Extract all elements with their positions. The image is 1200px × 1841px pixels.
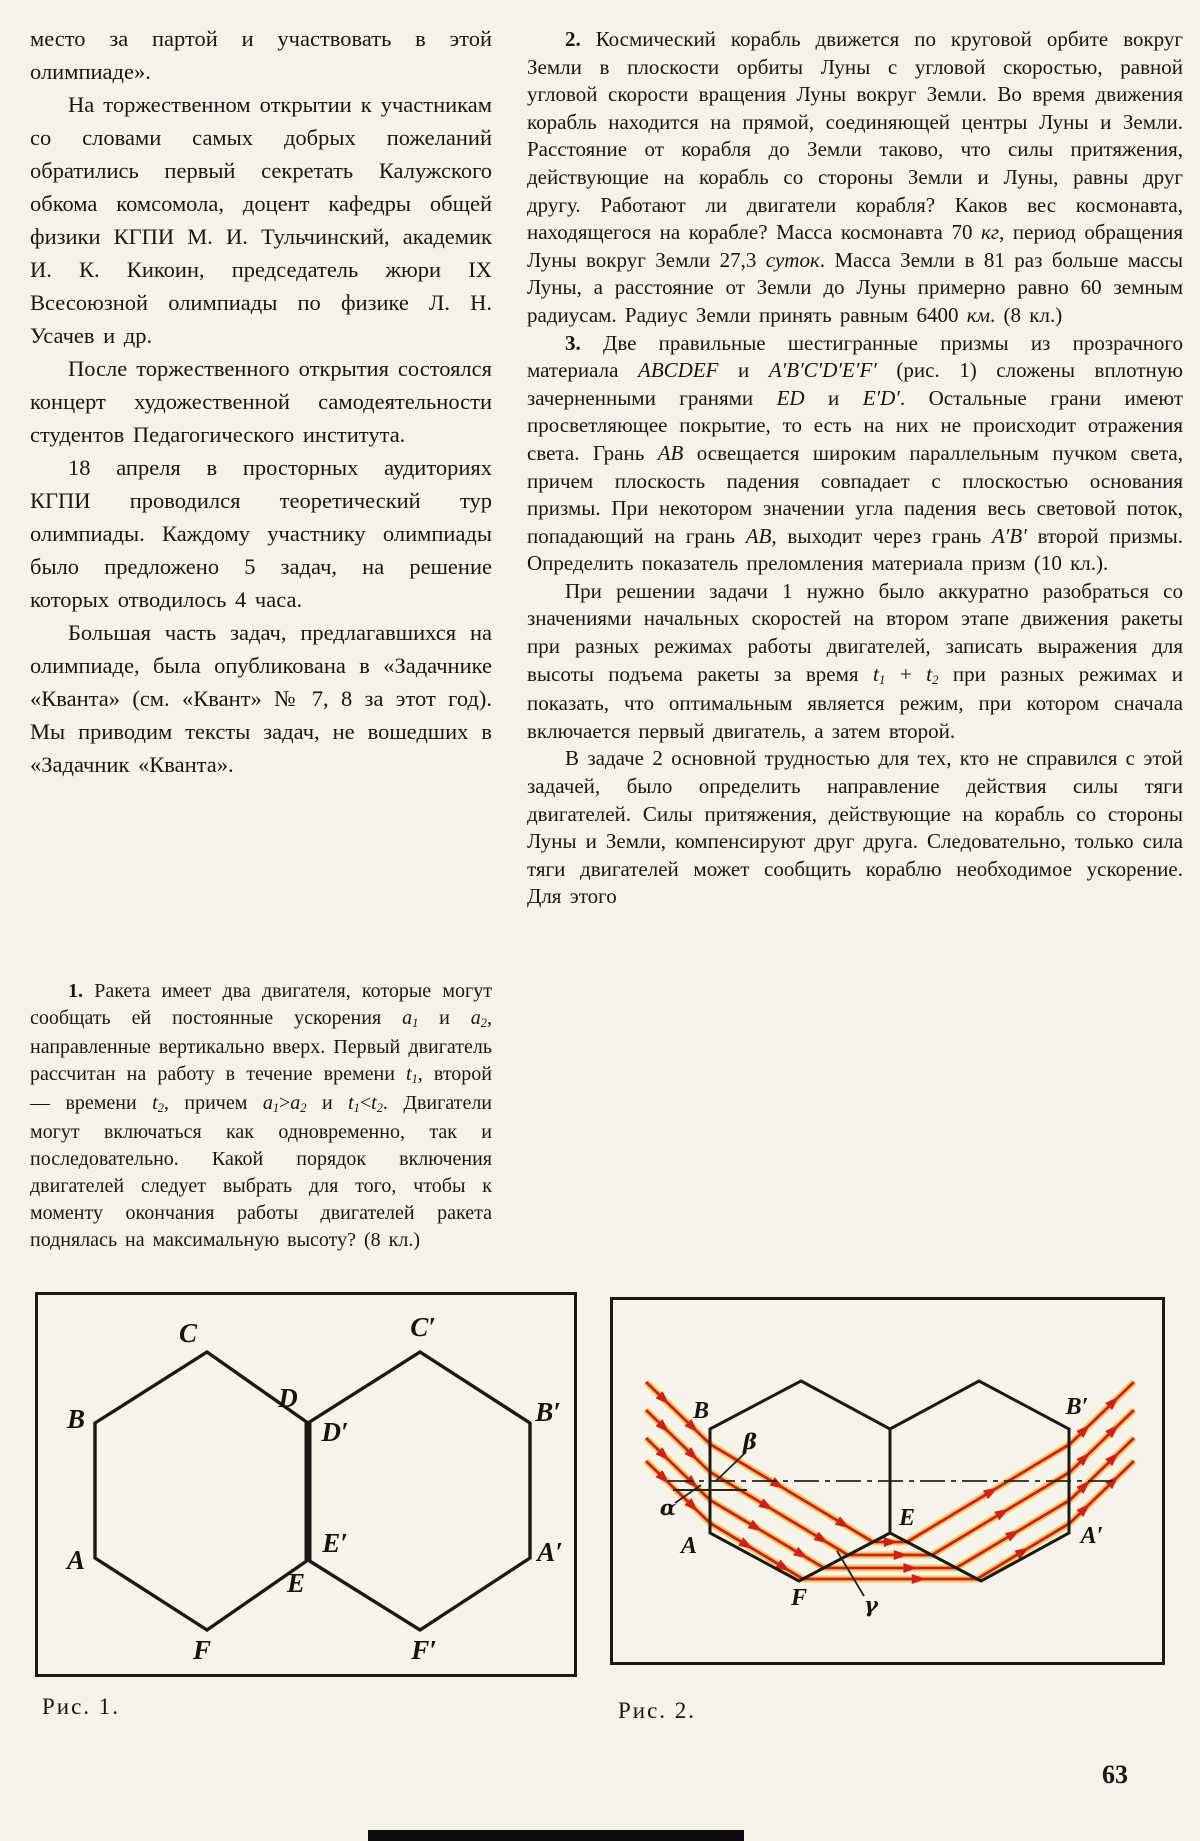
text-run: 1 <box>272 1101 280 1116</box>
text-run: t <box>926 661 932 686</box>
fig1-label-C: C <box>178 1318 198 1348</box>
text-run: и <box>718 358 769 383</box>
fig2-label-gamma: γ <box>864 1592 878 1617</box>
figure-1-hexagonal-prisms-diagram <box>38 1295 574 1674</box>
text-run: , второй — времени <box>30 1063 492 1114</box>
fig2-label-A: A <box>680 1533 698 1559</box>
fig1-label-E-prime: E′ <box>322 1528 348 1558</box>
text-run: , направленные вертикально вверх. Первый двигатель рассчитан на работу в течение времени <box>30 1007 492 1085</box>
text-run: . Масса Земли в 81 раз больше массы Луны, а расстояние от Земли до Луны примерно равно 60 земным радиусам. Радиус Земли принять равным 6400 <box>527 247 1183 327</box>
text-run: t <box>152 1092 158 1114</box>
paragraph <box>30 352 492 451</box>
text-run: AB <box>745 523 772 548</box>
text-run: и <box>306 1092 349 1114</box>
fig1-right-hexagon <box>308 1352 530 1630</box>
fig1-label-D: D <box>278 1383 298 1413</box>
figure-2-box <box>610 1297 1165 1665</box>
fig1-label-D-prime: D′ <box>321 1417 349 1447</box>
text-run: место за партой и участвовать в этой олимпиаде». <box>30 26 492 84</box>
text-run: при разных режимах и показать, что оптимальным является режим, при котором сначала включается первый двигатель, а затем второй. <box>527 661 1183 743</box>
text-run: 2. <box>565 27 596 51</box>
text-run: 2 <box>157 1101 164 1116</box>
text-run: второй призмы. Определить показатель преломления материала призм (10 кл.). <box>527 523 1183 576</box>
text-run: 2 <box>376 1101 383 1116</box>
text-run: и <box>804 385 863 410</box>
paragraph <box>30 451 492 616</box>
text-run: После торжественного открытия состоялся концерт художественной самодеятельности студентов Педагогического института. <box>30 356 492 447</box>
fig2-label-A-prime: A′ <box>1080 1523 1104 1549</box>
text-run: 2 <box>300 1101 307 1116</box>
text-run: ED <box>776 385 805 410</box>
text-run: , выходит через грань <box>771 523 992 548</box>
text-run: При решении задачи 1 нужно было аккуратно разобраться со значениями начальных скоростей на втором этапе движения ракеты при разных режимах работы двигателей, записать выражения для высоты подъема ракеты за время <box>527 578 1183 686</box>
text-run: < <box>359 1092 372 1114</box>
text-run: На торжественном открытии к участникам со словами самых добрых пожеланий обратились первый секретать Калужского обкома комсомола, доцент кафедры общей физики КГПИ М. И. Тульчинский, академик И. К. Кикоин, председатель жюри IX Всесоюзной олимпиады по физике Л. Н. Усачев и др. <box>30 92 492 348</box>
text-run: , период обращения Луны вокруг Земли 27,3 <box>527 220 1183 272</box>
paragraph <box>30 88 492 352</box>
fig2-label-F: F <box>790 1585 808 1611</box>
paragraph <box>527 745 1183 911</box>
paragraph <box>527 26 1183 330</box>
text-run: 1. <box>68 980 95 1002</box>
fig2-label-B-prime: B′ <box>1065 1394 1089 1420</box>
text-run: и <box>418 1007 471 1029</box>
fig2-label-beta: β <box>743 1429 757 1454</box>
fig2-label-B: B <box>692 1398 710 1424</box>
figure-2-caption: Рис. 2. <box>618 1698 697 1723</box>
text-run: A′B′ <box>991 523 1027 548</box>
text-run: . (8 кл.) <box>990 302 1063 327</box>
fig1-label-A: A <box>66 1545 86 1575</box>
text-run: AB <box>657 440 684 465</box>
text-run: Большая часть задач, предлагавшихся на олимпиаде, была опубликована в «Задачнике «Кванта» (см. «Квант» № 7, 8 за этот год). Мы приводим тексты задач, не вошедших в «Задачник «Кванта». <box>30 620 492 777</box>
text-run: 1 <box>878 672 886 688</box>
text-run: 2 <box>931 672 939 688</box>
text-run: a <box>402 1007 413 1029</box>
scan-artifact-bar <box>368 1830 744 1841</box>
text-run: t <box>873 661 879 686</box>
fig1-label-B-prime: B′ <box>535 1397 561 1427</box>
fig1-label-C-prime: C′ <box>410 1312 436 1342</box>
paragraph <box>30 22 492 88</box>
text-run: . Двигатели могут включаться как одновременно, так и последовательно. Какой порядок включения двигателей следует выбрать для того, чтобы к моменту окончания работы двигателей ракета поднялась на максимальную высоту? (8 кл.) <box>30 1092 493 1251</box>
text-run: 3. <box>565 330 603 355</box>
text-run: E′D′ <box>862 385 900 410</box>
text-run: . Остальные грани имеют просветляющее покрытие, то есть на них не происходит отражения света. Грань <box>527 385 1183 465</box>
page-number: 63 <box>1102 1760 1128 1789</box>
text-run: > <box>279 1092 291 1114</box>
fig1-label-F-prime: F′ <box>411 1635 437 1665</box>
paragraph <box>30 616 492 781</box>
paragraph <box>30 978 492 1254</box>
text-run: a <box>470 1007 481 1029</box>
fig2-label-E: E <box>898 1505 916 1531</box>
text-run: A′B′C′D′E′F′ <box>768 358 877 383</box>
text-run: ABCDEF <box>638 358 719 383</box>
fig1-label-A-prime: A′ <box>537 1537 563 1567</box>
figure-1-box <box>35 1292 577 1677</box>
left-column-intro-text <box>30 22 492 781</box>
text-run: + <box>885 661 927 686</box>
text-run: 1 <box>412 1016 419 1031</box>
fig1-label-B: B <box>66 1404 86 1434</box>
fig2-label-alpha: α <box>659 1495 677 1520</box>
text-run: t <box>348 1092 354 1114</box>
text-run: Ракета имеет два двигателя, которые могут сообщать ей постоянные ускорения <box>30 980 493 1029</box>
figure-1-caption: Рис. 1. <box>42 1694 121 1719</box>
text-run: суток <box>765 247 820 272</box>
text-run: 1 <box>353 1101 360 1116</box>
text-run: t <box>406 1063 412 1085</box>
right-column-text <box>527 26 1183 911</box>
fig1-left-hexagon <box>95 1352 308 1630</box>
text-run: t <box>371 1092 377 1114</box>
text-run: кг <box>981 220 1000 245</box>
text-run: 2 <box>480 1016 487 1031</box>
text-run: Космический корабль движется по круговой орбите вокруг Земли в плоскости орбиты Луны с угловой скоростью, равной угловой скорости вращения Луны вокруг Земли. Во время движения корабль находится на прямой, соединяющей центры Луны и Земли. Расстояние от корабля до Земли таково, что силы притяжения, действующие на корабль со стороны Земли и Луны, равны друг другу. Работают ли двигатели корабля? Каков вес космонавта, находящегося на корабле? Масса космонавта 70 <box>527 27 1184 245</box>
text-run: освещается широким параллельным пучком света, причем плоскость падения совпадает с плоскостью основания призмы. При некотором значении угла падения весь световой поток, попадающий на грань <box>527 440 1183 548</box>
text-run: км <box>966 302 991 327</box>
paragraph <box>527 578 1183 746</box>
fig1-label-E: E <box>286 1568 306 1598</box>
figure-2-light-rays-diagram <box>613 1300 1162 1662</box>
text-run: В задаче 2 основной трудностью для тех, кто не справился с этой задачей, было определить направление действия силы тяги двигателей. Силы притяжения, действующие на корабль со стороны Луны и Земли, компенсируют друг друга. Следовательно, только сила тяги двигателей может сообщить кораблю необходимое ускорение. Для этого <box>527 746 1183 909</box>
text-run: a <box>290 1092 301 1114</box>
text-run: 18 апреля в просторных аудиториях КГПИ проводился теоретический тур олимпиады. Каждому участнику олимпиады было предложено 5 задач, на решение которых отводилось 4 часа. <box>30 455 492 612</box>
text-run: Две правильные шестигранные призмы из прозрачного материала <box>527 330 1184 383</box>
left-column-problem-1 <box>30 978 492 1254</box>
text-run: , причем <box>163 1092 263 1114</box>
paragraph <box>527 330 1183 578</box>
text-run: a <box>262 1092 273 1114</box>
text-run: (рис. 1) сложены вплотную зачерненными гранями <box>527 358 1183 410</box>
text-run: 1 <box>411 1072 418 1087</box>
fig1-label-F: F <box>192 1635 212 1665</box>
